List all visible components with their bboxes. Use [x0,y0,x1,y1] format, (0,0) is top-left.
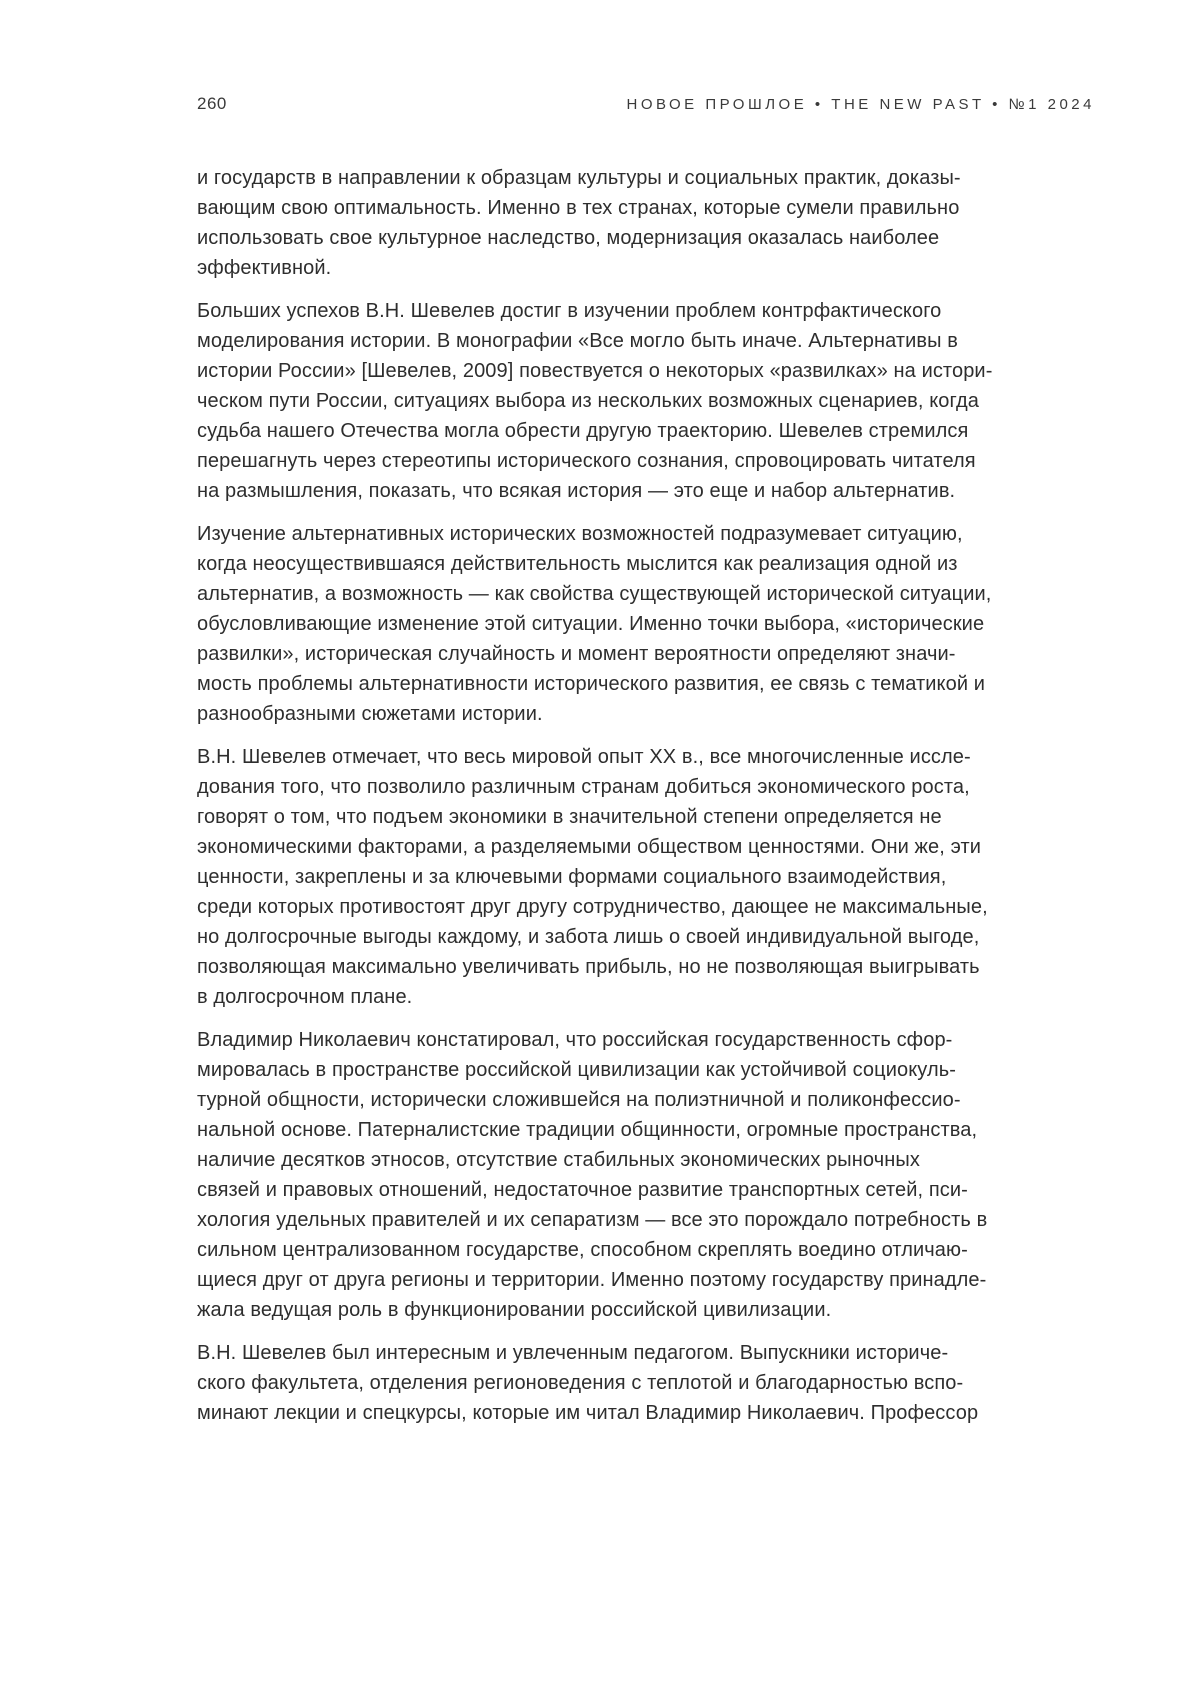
paragraph-world-experience: В.Н. Шевелев отмечает, что весь мировой опыт XX в., все многочисленные иссле- дования того, что позволило различным странам добиться экономического роста, говорят о том, что подъем экономики в значительной степени определяется не экономическими факторами, а разделяемыми обществом ценностями. Они же, эти ценности, закреплены и за ключевыми формами социального взаимодействия, среди которых противостоят друг другу сотрудничество, дающее не максимальные, но долгосрочные выгоды каждому, и забота лишь о своей индивидуальной выгоде, позволяющая максимально увеличивать прибыль, но не позволяющая выигрывать в долгосрочном плане. [197,746,988,1008]
page-number: 260 [197,94,227,113]
page-header [197,94,1095,114]
article-body [197,163,1127,1441]
paragraph-pedagogue: В.Н. Шевелев был интересным и увлеченным педагогом. Выпускники историче- ского факультета, отделения регионоведения с теплотой и благодарностью вспо- минают лекции и спецкурсы, которые им читал Владимир Николаевич. Профессор [197,1342,979,1424]
paragraph-modernization: и государств в направлении к образцам культуры и социальных практик, доказы- вающим свою оптимальность. Именно в тех странах, которые сумели правильно использовать свое культурное наследство, модернизация оказалась наиболее эффективной. [197,167,961,279]
paragraph-alternative-possibilities: Изучение альтернативных исторических возможностей подразумевает ситуацию, когда неосуществившаяся действительность мыслится как реализация одной из альтернатив, а возможность — как свойства существующей исторической ситуации, обусловливающие изменение этой ситуации. Именно точки выбора, «исторические развилки», историческая случайность и момент вероятности определяют значи- мость проблемы альтернативности исторического развития, ее связь с тематикой и разнообразными сюжетами истории. [197,523,992,725]
journal-running-title: НОВОЕ ПРОШЛОЕ • THE NEW PAST • №1 2024 [626,96,1095,113]
paragraph-russian-statehood: Владимир Николаевич констатировал, что российская государственность сфор- мировалась в пространстве российской цивилизации как устойчивой социокуль- турной общности, исторически сложившейся на полиэтничной и поликонфессио- нальной основе. Патерналистские традиции общинности, огромные пространства, наличие десятков этносов, отсутствие стабильных экономических рыночных связей и правовых отношений, недостаточное развитие транспортных сетей, пси- хология удельных правителей и их сепаратизм — все это порождало потребность в сильном централизованном государстве, способном скреплять воедино отличаю- щиеся друг от друга регионы и территории. Именно поэтому государству принадле- жала ведущая роль в функционировании российской цивилизации. [197,1029,988,1321]
paragraph-counterfactual-modeling: Больших успехов В.Н. Шевелев достиг в изучении проблем контрфактического моделирования истории. В монографии «Все могло быть иначе. Альтернативы в истории России» [Шевелев, 2009] повествуется о некоторых «развилках» на истори- ческом пути России, ситуациях выбора из нескольких возможных сценариев, когда судьба нашего Отечества могла обрести другую траекторию. Шевелев стремился перешагнуть через стереотипы исторического сознания, спровоцировать читателя на размышления, показать, что всякая история — это еще и набор альтернатив. [197,300,993,502]
